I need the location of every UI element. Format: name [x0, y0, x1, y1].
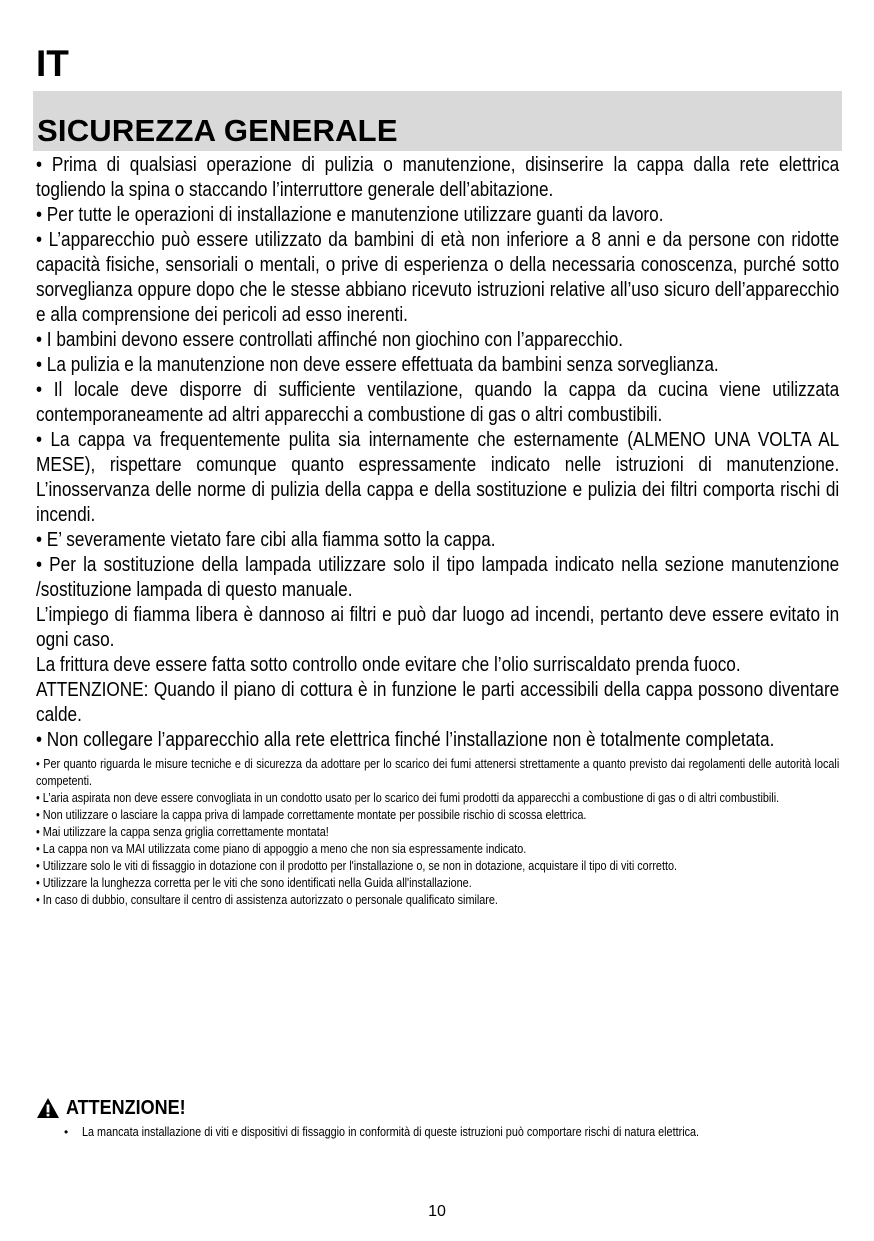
bullet: • [64, 1125, 69, 1139]
page-number: 10 [428, 1203, 446, 1220]
paragraph: L’impiego di fiamma libera è dannoso ai filtri e può dar luogo ad incendi, pertanto deve essere evitato in ogni caso. [36, 604, 840, 651]
small-paragraph: • Non utilizzare o lasciare la cappa priva di lampade correttamente montate per possibile rischio di scossa elettrica. [36, 808, 587, 822]
warning-triangle-icon [36, 1097, 60, 1119]
warning-heading [36, 1094, 839, 1122]
warning-section [36, 1094, 839, 1141]
small-paragraph: • L’aria aspirata non deve essere convogliata in un condotto usato per lo scarico dei fumi prodotti da apparecchi a combustione di gas o di altri combustibili. [36, 791, 780, 805]
warning-title: ATTENZIONE! [66, 1097, 186, 1119]
warning-list [36, 1124, 839, 1141]
small-paragraph: • Utilizzare la lunghezza corretta per le viti che sono identificati nella Guida all'installazione. [36, 876, 472, 890]
paragraph: • La cappa va frequentemente pulita sia internamente che esternamente (ALMENO UNA VOLTA AL MESE), rispettare comunque quanto espressamente indicato nelle istruzioni di manutenzione. L’inosservanza delle norme di pulizia della cappa e della sostituzione e pulizia dei filtri comporta rischi di incendi. [36, 429, 840, 526]
paragraph: • Prima di qualsiasi operazione di pulizia o manutenzione, disinserire la cappa dalla rete elettrica togliendo la spina o staccando l’interruttore generale dell’abitazione. [36, 154, 840, 201]
paragraph: • Per la sostituzione della lampada utilizzare solo il tipo lampada indicato nella sezione manutenzione /sostituzione lampada di questo manuale. [36, 554, 840, 601]
paragraph: • I bambini devono essere controllati affinché non giochino con l’apparecchio. [36, 329, 624, 351]
small-paragraph: • Mai utilizzare la cappa senza griglia correttamente montata! [36, 825, 329, 839]
warning-item-text: La mancata installazione di viti e dispositivi di fissaggio in conformità di queste istruzioni può comportare rischi di natura elettrica. [82, 1125, 700, 1139]
list-item [64, 1124, 839, 1141]
small-paragraph: • Per quanto riguarda le misure tecniche e di sicurezza da adottare per lo scarico dei fumi attenersi strettamente a quanto previsto dai regolamenti delle autorità locali competenti. [36, 757, 840, 788]
small-paragraph: • Utilizzare solo le viti di fissaggio in dotazione con il prodotto per l'installazione o, se non in dotazione, acquistare il tipo di viti corretto. [36, 859, 677, 873]
small-print-paragraphs [36, 756, 839, 909]
paragraph: • Per tutte le operazioni di installazione e manutenzione utilizzare guanti da lavoro. [36, 204, 664, 226]
paragraph: • E’ severamente vietato fare cibi alla fiamma sotto la cappa. [36, 529, 496, 551]
paragraph: • Non collegare l’apparecchio alla rete elettrica finché l’installazione non è totalmente completata. [36, 729, 775, 751]
paragraph: • Il locale deve disporre di sufficiente ventilazione, quando la cappa da cucina viene utilizzata contemporaneamente ad altri apparecchi a combustione di gas o altri combustibili. [36, 379, 840, 426]
paragraph: ATTENZIONE: Quando il piano di cottura è in funzione le parti accessibili della cappa possono diventare calde. [36, 679, 840, 726]
paragraph: • La pulizia e la manutenzione non deve essere effettuata da bambini senza sorveglianza. [36, 354, 719, 376]
document-body [36, 153, 839, 909]
paragraph: La frittura deve essere fatta sotto controllo onde evitare che l’olio surriscaldato prenda fuoco. [36, 654, 741, 676]
small-paragraph: • In caso di dubbio, consultare il centro di assistenza autorizzato o personale qualificato similare. [36, 893, 498, 907]
main-paragraphs [36, 153, 839, 753]
language-code: IT [36, 43, 69, 84]
paragraph: • L’apparecchio può essere utilizzato da bambini di età non inferiore a 8 anni e da persone con ridotte capacità fisiche, sensoriali o mentali, o prive di esperienza o della necessaria conoscenza, purché sotto sorveglianza oppure dopo che le stesse abbiano ricevuto istruzioni relative all’uso sicuro dell’apparecchio e alla comprensione dei pericoli ad esso inerenti. [36, 229, 840, 326]
section-title: SICUREZZA GENERALE [37, 113, 398, 148]
small-paragraph: • La cappa non va MAI utilizzata come piano di appoggio a meno che non sia espressamente indicato. [36, 842, 527, 856]
